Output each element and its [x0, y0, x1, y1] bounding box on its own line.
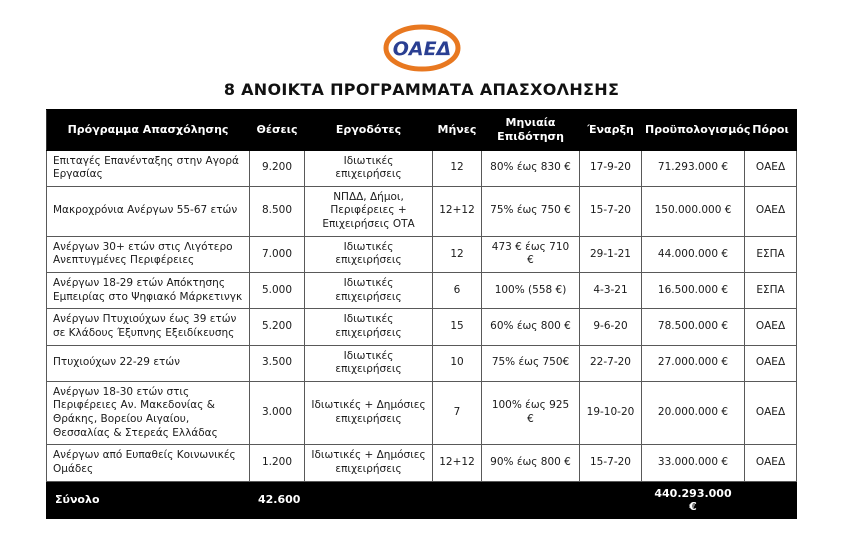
page-title: 8 ΑΝΟΙΚΤΑ ΠΡΟΓΡΑΜΜΑΤΑ ΑΠΑΣΧΟΛΗΣΗΣ: [223, 80, 620, 99]
cell-funding: ΟΑΕΔ: [745, 309, 797, 345]
cell-months: 12: [433, 150, 482, 186]
programs-table: [46, 109, 797, 519]
cell-program: Μακροχρόνια Ανέργων 55-67 ετών: [47, 186, 250, 236]
cell-employers: Ιδιωτικές επιχειρήσεις: [305, 150, 433, 186]
cell-budget: 78.500.000 €: [642, 309, 745, 345]
cell-months: 12+12: [433, 186, 482, 236]
table-row: [47, 272, 797, 308]
cell-months: 15: [433, 309, 482, 345]
footer-spacer: [305, 481, 642, 518]
column-header: Πρόγραμμα Απασχόλησης: [47, 110, 250, 151]
table-header-row: [47, 110, 797, 151]
cell-funding: ΟΑΕΔ: [745, 186, 797, 236]
cell-funding: ΕΣΠΑ: [745, 272, 797, 308]
cell-employers: Ιδιωτικές + Δημόσιες επιχειρήσεις: [305, 445, 433, 481]
cell-program: Ανέργων 18-30 ετών στις Περιφέρειες Αν. Μακεδονίας & Θράκης, Βορείου Αιγαίου, Θεσσαλίας & Στερεάς Ελλάδας: [47, 381, 250, 445]
cell-subsidy: 75% έως 750 €: [482, 186, 580, 236]
logo-container: [0, 0, 843, 72]
cell-employers: Ιδιωτικές επιχειρήσεις: [305, 236, 433, 272]
cell-budget: 20.000.000 €: [642, 381, 745, 445]
cell-positions: 7.000: [250, 236, 305, 272]
cell-subsidy: 75% έως 750€: [482, 345, 580, 381]
cell-employers: Ιδιωτικές + Δημόσιες επιχειρήσεις: [305, 381, 433, 445]
cell-start: 15-7-20: [580, 186, 642, 236]
cell-subsidy: 100% έως 925 €: [482, 381, 580, 445]
total-budget: 440.293.000 €: [642, 481, 745, 518]
table-row: [47, 186, 797, 236]
cell-subsidy: 473 € έως 710 €: [482, 236, 580, 272]
cell-budget: 33.000.000 €: [642, 445, 745, 481]
cell-positions: 3.000: [250, 381, 305, 445]
cell-start: 4-3-21: [580, 272, 642, 308]
cell-program: Επιταγές Επανένταξης στην Αγορά Εργασίας: [47, 150, 250, 186]
column-header: Έναρξη: [580, 110, 642, 151]
table-body: [47, 150, 797, 481]
table-row: [47, 381, 797, 445]
logo-text: ΟΑΕΔ: [392, 38, 451, 60]
cell-program: Ανέργων από Ευπαθείς Κοινωνικές Ομάδες: [47, 445, 250, 481]
oaed-logo: [383, 24, 461, 72]
cell-budget: 16.500.000 €: [642, 272, 745, 308]
cell-months: 10: [433, 345, 482, 381]
cell-program: Ανέργων Πτυχιούχων έως 39 ετών σε Κλάδους Έξυπνης Εξειδίκευσης: [47, 309, 250, 345]
total-positions: 42.600: [250, 481, 305, 518]
cell-funding: ΕΣΠΑ: [745, 236, 797, 272]
cell-employers: ΝΠΔΔ, Δήμοι, Περιφέρειες + Επιχειρήσεις ΟΤΑ: [305, 186, 433, 236]
cell-subsidy: 80% έως 830 €: [482, 150, 580, 186]
cell-start: 9-6-20: [580, 309, 642, 345]
cell-start: 17-9-20: [580, 150, 642, 186]
cell-start: 15-7-20: [580, 445, 642, 481]
cell-budget: 71.293.000 €: [642, 150, 745, 186]
cell-months: 7: [433, 381, 482, 445]
cell-positions: 3.500: [250, 345, 305, 381]
cell-months: 12: [433, 236, 482, 272]
column-header: Μήνες: [433, 110, 482, 151]
cell-funding: ΟΑΕΔ: [745, 445, 797, 481]
cell-subsidy: 60% έως 800 €: [482, 309, 580, 345]
table-row: [47, 236, 797, 272]
column-header: Θέσεις: [250, 110, 305, 151]
column-header: Μηνιαία Επιδότηση: [482, 110, 580, 151]
cell-budget: 44.000.000 €: [642, 236, 745, 272]
cell-employers: Ιδιωτικές επιχειρήσεις: [305, 309, 433, 345]
cell-budget: 150.000.000 €: [642, 186, 745, 236]
cell-program: Ανέργων 30+ ετών στις Λιγότερο Ανεπτυγμένες Περιφέρειες: [47, 236, 250, 272]
cell-subsidy: 100% (558 €): [482, 272, 580, 308]
cell-subsidy: 90% έως 800 €: [482, 445, 580, 481]
cell-months: 12+12: [433, 445, 482, 481]
footer-spacer-end: [745, 481, 797, 518]
cell-months: 6: [433, 272, 482, 308]
cell-funding: ΟΑΕΔ: [745, 150, 797, 186]
table-row: [47, 445, 797, 481]
table-footer-row: [47, 481, 797, 518]
cell-employers: Ιδιωτικές επιχειρήσεις: [305, 345, 433, 381]
cell-positions: 1.200: [250, 445, 305, 481]
cell-funding: ΟΑΕΔ: [745, 345, 797, 381]
table-row: [47, 150, 797, 186]
cell-budget: 27.000.000 €: [642, 345, 745, 381]
cell-program: Πτυχιούχων 22-29 ετών: [47, 345, 250, 381]
cell-start: 22-7-20: [580, 345, 642, 381]
cell-positions: 9.200: [250, 150, 305, 186]
cell-positions: 8.500: [250, 186, 305, 236]
cell-start: 19-10-20: [580, 381, 642, 445]
column-header: Εργοδότες: [305, 110, 433, 151]
table-row: [47, 345, 797, 381]
table-row: [47, 309, 797, 345]
cell-positions: 5.000: [250, 272, 305, 308]
cell-funding: ΟΑΕΔ: [745, 381, 797, 445]
column-header: Προϋπολογισμός: [642, 110, 745, 151]
cell-start: 29-1-21: [580, 236, 642, 272]
cell-program: Ανέργων 18-29 ετών Απόκτησης Εμπειρίας στο Ψηφιακό Μάρκετινγκ: [47, 272, 250, 308]
column-header: Πόροι: [745, 110, 797, 151]
cell-employers: Ιδιωτικές επιχειρήσεις: [305, 272, 433, 308]
cell-positions: 5.200: [250, 309, 305, 345]
total-label: Σύνολο: [47, 481, 250, 518]
